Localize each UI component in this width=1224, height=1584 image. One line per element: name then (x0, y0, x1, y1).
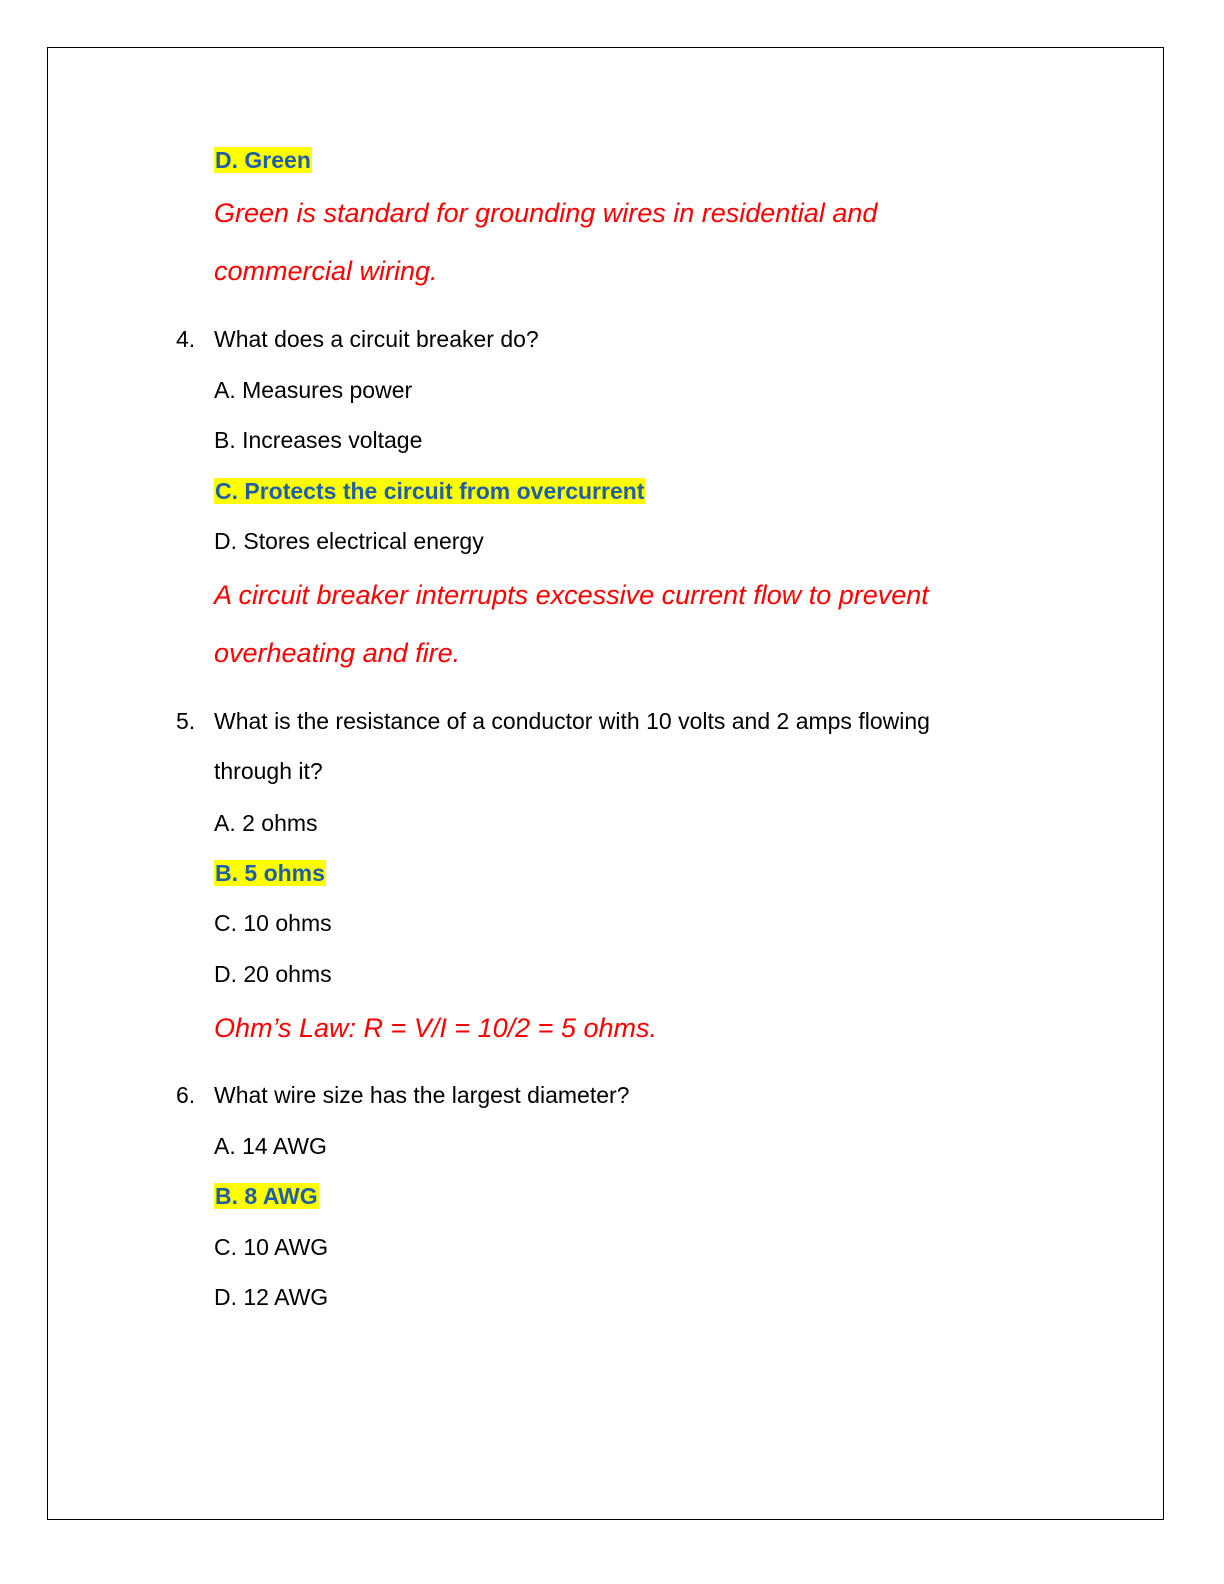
q5-correct-answer: B. 5 ohms (215, 860, 325, 886)
q3-explanation-line1: Green is standard for grounding wires in residential and (214, 198, 878, 228)
q5-option-b-correct (214, 858, 326, 888)
q6-question-text: What wire size has the largest diameter? (214, 1082, 630, 1108)
q3-correct-answer: D. Green (215, 147, 311, 173)
q4-option-b: B. Increases voltage (214, 427, 423, 453)
q6-option-a: A. 14 AWG (214, 1133, 327, 1159)
q4-correct-answer: C. Protects the circuit from overcurrent (215, 478, 645, 504)
q3-option-d-correct (214, 145, 312, 175)
q4-explanation-line1: A circuit breaker interrupts excessive current flow to prevent (214, 580, 929, 610)
q4-explanation-line2: overheating and fire. (214, 638, 461, 668)
q4-question (176, 324, 539, 354)
q6-question (176, 1080, 629, 1110)
q3-explanation-line2: commercial wiring. (214, 256, 438, 286)
q5-number: 5. (176, 708, 196, 734)
q5-question (176, 706, 930, 736)
q5-option-a: A. 2 ohms (214, 810, 318, 836)
q5-explanation: Ohm’s Law: R = V/I = 10/2 = 5 ohms. (214, 1013, 657, 1043)
q6-option-c: C. 10 AWG (214, 1234, 329, 1260)
q5-question-text-line1: What is the resistance of a conductor with 10 volts and 2 amps flowing (214, 708, 930, 734)
q5-option-c: C. 10 ohms (214, 910, 332, 936)
q6-option-b-correct (214, 1181, 319, 1211)
q5-option-d: D. 20 ohms (214, 961, 332, 987)
q4-option-a: A. Measures power (214, 377, 413, 403)
q4-number: 4. (176, 326, 196, 352)
q6-option-d: D. 12 AWG (214, 1284, 329, 1310)
q5-question-text-line2: through it? (214, 758, 323, 784)
q4-question-text: What does a circuit breaker do? (214, 326, 539, 352)
q4-option-d: D. Stores electrical energy (214, 528, 484, 554)
q6-number: 6. (176, 1082, 196, 1108)
q4-option-c-correct (214, 476, 645, 506)
q6-correct-answer: B. 8 AWG (215, 1183, 318, 1209)
